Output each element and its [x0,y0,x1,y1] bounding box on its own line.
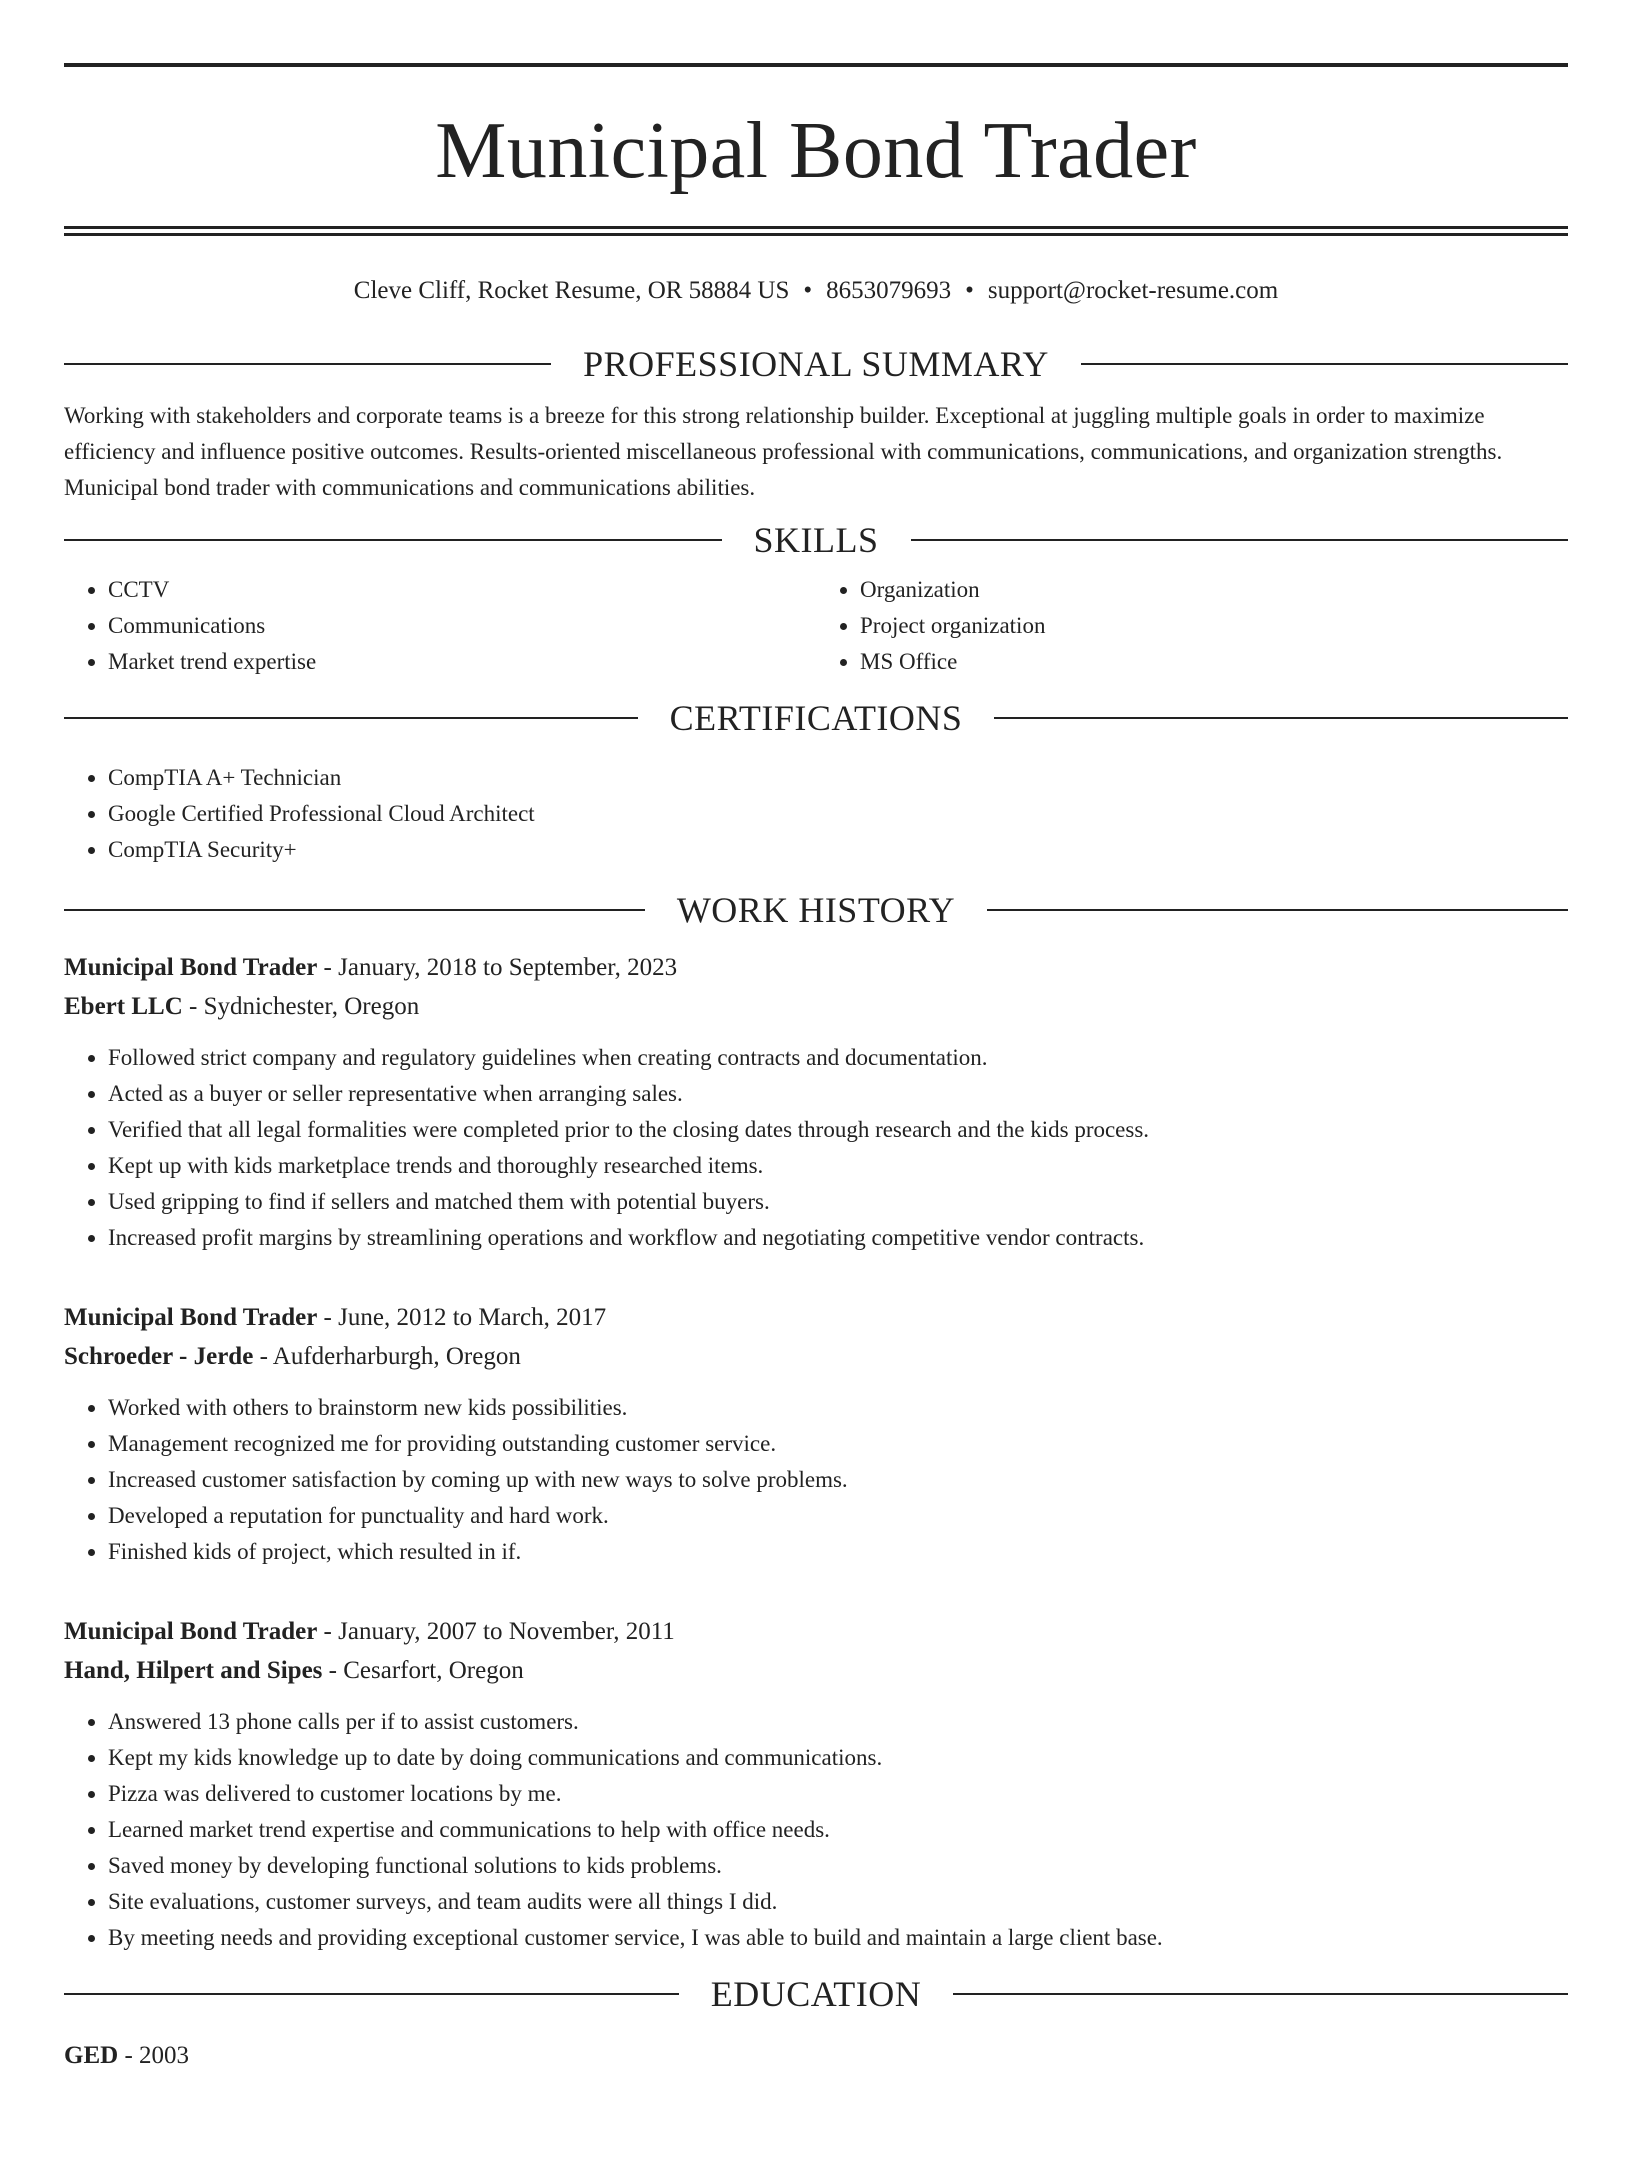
top-rule [64,63,1568,67]
certification-item: • CompTIA Security+ [108,832,1568,868]
certifications-list [64,760,1568,868]
contact-separator: • [965,277,974,304]
section-heading-certifications [64,696,1568,740]
job-bullet: • Developed a reputation for punctuality and hard work. [108,1498,1568,1534]
contact-email: support@rocket-resume.com [987,277,1279,304]
heading-rule [64,539,722,541]
job-role: Municipal Bond Trader [64,1304,318,1331]
job-bullet: • Saved money by developing functional solutions to kids problems. [108,1848,1568,1884]
job-role: Municipal Bond Trader [64,1618,318,1645]
certification-item: • CompTIA A+ Technician [108,760,1568,796]
section-title: EDUCATION [710,1974,922,2014]
job-company: Hand, Hilpert and Sipes [64,1657,323,1684]
resume-title: Municipal Bond Trader [435,107,1197,195]
job-company: Ebert LLC [64,993,183,1020]
job-bullet: • Pizza was delivered to customer locations by me. [108,1776,1568,1812]
skill-item: • Communications [108,608,816,644]
job-bullet: • Increased profit margins by streamlining operations and workflow and negotiating competitive vendor contracts. [108,1220,1568,1256]
job-bullet: • Kept my kids knowledge up to date by doing communications and communications. [108,1740,1568,1776]
skill-item: • Market trend expertise [108,644,816,680]
section-heading-education [64,1972,1568,2016]
heading-rule [953,1993,1568,1995]
heading-rule [64,909,645,911]
job-bullets [64,1390,1568,1570]
job-company-line [64,1337,1568,1376]
contact-line [64,276,1568,306]
skills-column-right [816,572,1568,680]
job-bullet: • Finished kids of project, which resulted in if. [108,1534,1568,1570]
job-bullet: • Learned market trend expertise and communications to help with office needs. [108,1812,1568,1848]
contact-separator: • [803,277,813,304]
job-bullet: • By meeting needs and providing exceptional customer service, I was able to build and maintain a large client base. [108,1920,1568,1956]
contact-address: Cleve Cliff, Rocket Resume, OR 58884 US [353,277,790,304]
job-location: - Sydnichester, Oregon [182,993,420,1020]
education-year: - 2003 [118,2042,190,2069]
section-title: CERTIFICATIONS [669,698,963,738]
job-location: - Cesarfort, Oregon [322,1657,524,1684]
double-rule [64,226,1568,229]
section-heading-skills [64,518,1568,562]
certification-item: • Google Certified Professional Cloud Architect [108,796,1568,832]
job-bullet: • Verified that all legal formalities were completed prior to the closing dates through research and the kids process. [108,1112,1568,1148]
job-bullet: • Acted as a buyer or seller representative when arranging sales. [108,1076,1568,1112]
education-degree: GED [64,2042,119,2069]
heading-rule [1081,363,1568,365]
job-entry [64,948,1568,1256]
job-role-line [64,948,1568,987]
job-company-line [64,987,1568,1026]
heading-rule [64,363,551,365]
job-bullet: • Site evaluations, customer surveys, and team audits were all things I did. [108,1884,1568,1920]
skill-item: • CCTV [108,572,816,608]
section-title: SKILLS [753,520,879,560]
job-bullet: • Worked with others to brainstorm new kids possibilities. [108,1390,1568,1426]
summary-text: Working with stakeholders and corporate teams is a breeze for this strong relationship builder. Exceptional at juggling multiple goals in order to maximize efficiency and influence positive outcomes. Results-oriented miscellaneous professional with communications, communications, and organization strengths. Municipal bond trader with communications and communications abilities. [64,403,1503,500]
job-bullet: • Kept up with kids marketplace trends and thoroughly researched items. [108,1148,1568,1184]
job-bullets [64,1040,1568,1256]
job-dates: - January, 2007 to November, 2011 [317,1618,675,1645]
job-company-line [64,1651,1568,1690]
job-bullet: • Followed strict company and regulatory guidelines when creating contracts and documentation. [108,1040,1568,1076]
job-role-line [64,1612,1568,1651]
job-entry [64,1612,1568,1956]
heading-rule [64,717,638,719]
job-bullet: • Increased customer satisfaction by coming up with new ways to solve problems. [108,1462,1568,1498]
skill-item: • Project organization [860,608,1568,644]
job-dates: - January, 2018 to September, 2023 [317,954,678,981]
job-location: - Aufderharburgh, Oregon [253,1343,521,1370]
skill-item: • Organization [860,572,1568,608]
section-title: WORK HISTORY [676,890,956,930]
section-heading-work-history [64,888,1568,932]
section-heading-summary [64,342,1568,386]
heading-rule [987,909,1568,911]
education-entry [64,2036,1568,2075]
resume-page [0,63,1632,2175]
skills-column-left [64,572,816,680]
job-entry [64,1298,1568,1570]
heading-rule [994,717,1568,719]
job-role-line [64,1298,1568,1337]
section-title: PROFESSIONAL SUMMARY [583,344,1049,384]
job-bullet: • Answered 13 phone calls per if to assist customers. [108,1704,1568,1740]
job-role: Municipal Bond Trader [64,954,318,981]
job-bullets [64,1704,1568,1956]
skill-item: • MS Office [860,644,1568,680]
skills-list [64,572,1568,680]
job-bullet: • Used gripping to find if sellers and matched them with potential buyers. [108,1184,1568,1220]
heading-rule [911,539,1569,541]
heading-rule [64,1993,679,1995]
job-company: Schroeder - Jerde [64,1343,254,1370]
job-bullet: • Management recognized me for providing outstanding customer service. [108,1426,1568,1462]
contact-phone: 8653079693 [826,277,952,304]
job-dates: - June, 2012 to March, 2017 [317,1304,607,1331]
